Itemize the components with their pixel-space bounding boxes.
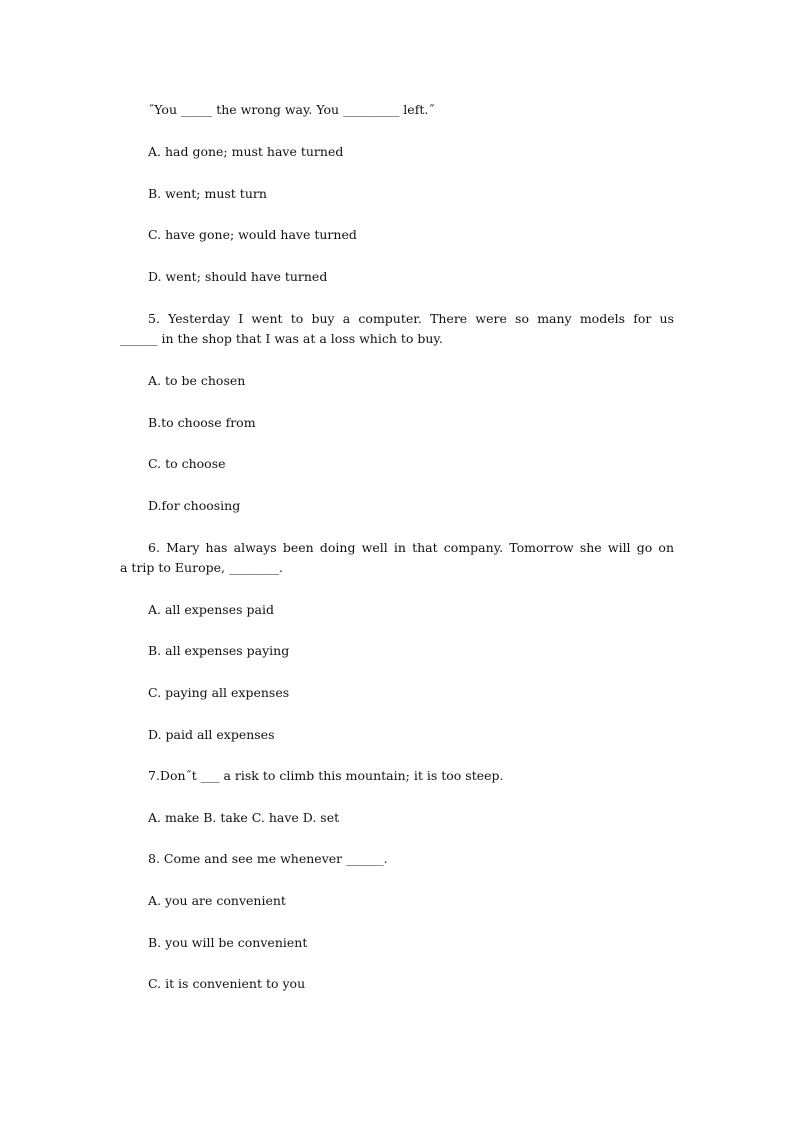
question-6-option-b: B. all expenses paying	[148, 643, 290, 658]
question-5-option-d: D.for choosing	[148, 498, 241, 513]
question-8-option-a: A. you are convenient	[148, 893, 286, 908]
question-6-option-a: A. all expenses paid	[148, 602, 274, 617]
question-8-stem: 8. Come and see me whenever ______.	[148, 851, 388, 866]
question-4-option-d: D. went; should have turned	[148, 269, 328, 284]
question-5-option-a: A. to be chosen	[148, 373, 246, 388]
question-4-option-c: C. have gone; would have turned	[148, 227, 357, 242]
question-6-option-d: D. paid all expenses	[148, 727, 275, 742]
question-5-option-c: C. to choose	[148, 456, 226, 471]
question-5-stem-line-2: ______ in the shop that I was at a loss which to buy.	[120, 331, 443, 346]
question-6-option-c: C. paying all expenses	[148, 685, 290, 700]
question-8-option-c: C. it is convenient to you	[148, 976, 306, 991]
question-4-option-b: B. went; must turn	[148, 186, 267, 201]
question-4-option-a: A. had gone; must have turned	[148, 144, 344, 159]
question-6-stem-line-1: 6. Mary has always been doing well in that company. Tomorrow she will go on	[148, 540, 674, 555]
question-5-option-b: B.to choose from	[148, 415, 256, 430]
question-7-stem: 7.Don˝t ___ a risk to climb this mountain; it is too steep.	[148, 768, 504, 783]
question-6-stem-line-2: a trip to Europe, ________.	[120, 560, 283, 575]
question-7-options: A. make B. take C. have D. set	[148, 810, 340, 825]
question-5-stem-line-1: 5. Yesterday I went to buy a computer. There were so many models for us	[148, 311, 674, 326]
question-4-stem: ˝You _____ the wrong way. You _________ left.˝	[148, 102, 435, 117]
question-8-option-b: B. you will be convenient	[148, 935, 308, 950]
